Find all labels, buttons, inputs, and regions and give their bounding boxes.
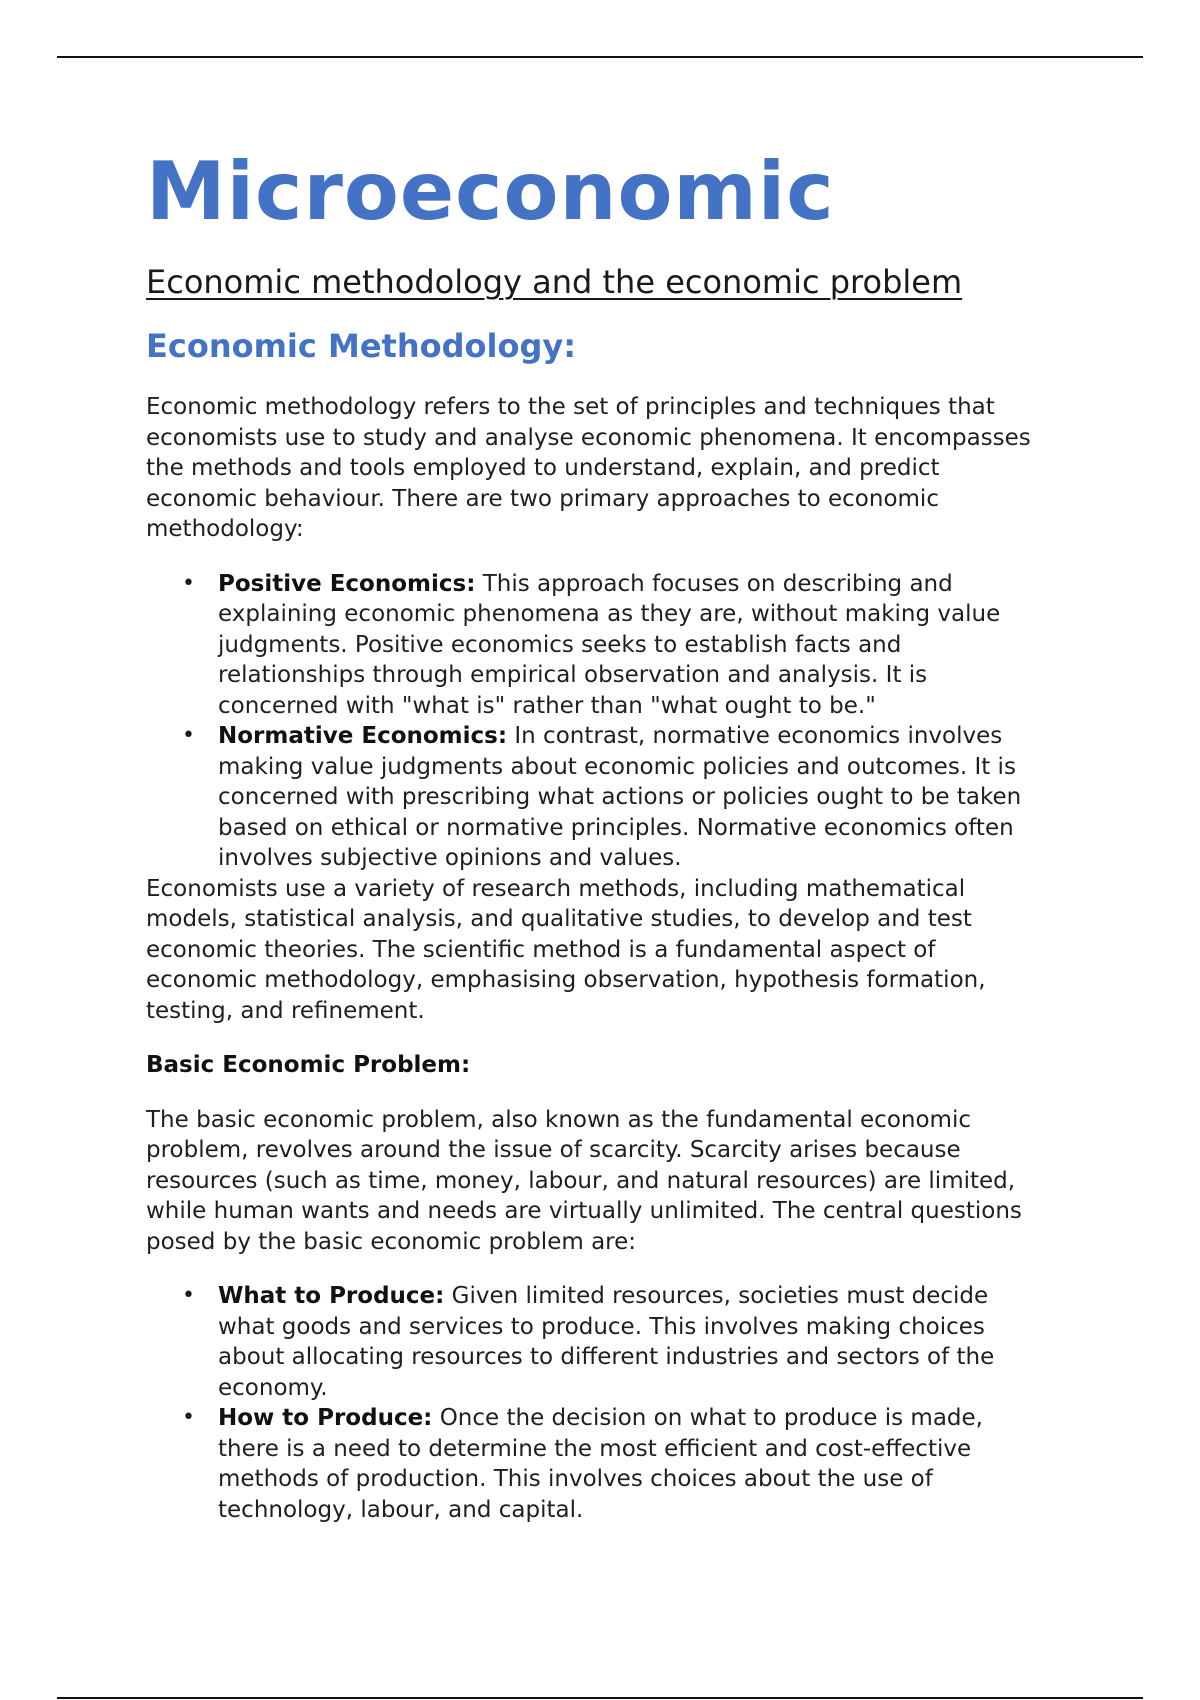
section-heading-methodology: Economic Methodology: — [146, 327, 577, 365]
bullet-term: How to Produce: — [218, 1405, 433, 1431]
document-subtitle: Economic methodology and the economic problem — [146, 263, 963, 301]
methodology-intro-paragraph: Economic methodology refers to the set of principles and techniques that economists use to study and analyse economic phenomena. It encompasses the methods and tools employed to understand, explain, and predict economic behaviour. There are two primary approaches to economic methodology: — [146, 394, 1031, 542]
bullet-text: Once the decision on what to produce is made, there is a need to determine the most efficient and cost-effective methods of production. This involves choices about the use of technology, labour, and capital. — [218, 1405, 983, 1523]
bullet-term: Normative Economics: — [218, 723, 508, 749]
list-item-what-to-produce — [182, 1281, 1046, 1403]
bullet-term: What to Produce: — [218, 1283, 445, 1309]
bullet-text: In contrast, normative economics involves making value judgments about economic policies and outcomes. It is concerned with prescribing what actions or policies ought to be taken based on ethical or normative principles. Normative economics often involves subjective opinions and values. — [218, 723, 1022, 871]
bullet-term: Positive Economics: — [218, 570, 476, 597]
methodology-closing-paragraph: Economists use a variety of research methods, including mathematical models, statistical analysis, and qualitative studies, to develop and test economic theories. The scientific method is a fundamental aspect of economic methodology, emphasising observation, hypothesis formation, testing, and refinement. — [146, 875, 986, 1024]
document-page — [146, 146, 1046, 1525]
bullet-text: This approach focuses on describing and explaining economic phenomena as they are, without making value judgments. Positive economics seeks to establish facts and relationships through empirical observation and analysis. It is concerned with "what is" rather than "what ought to be." — [218, 570, 1001, 719]
list-item-how-to-produce — [182, 1403, 1046, 1525]
bullet-icon: • — [182, 723, 195, 748]
basic-problem-intro-paragraph: The basic economic problem, also known as the fundamental economic problem, revolves around the issue of scarcity. Scarcity arises because resources (such as time, money, labour, and natural resources) are limited, while human wants and needs are virtually unlimited. The central questions posed by the basic economic problem are: — [146, 1106, 1022, 1255]
bottom-rule — [57, 1697, 1143, 1699]
document-title: Microeconomic — [146, 145, 835, 238]
bullet-icon: • — [182, 1405, 195, 1430]
list-item-normative-economics — [182, 721, 1046, 874]
top-rule — [57, 56, 1143, 58]
methodology-approaches-list — [146, 569, 1046, 874]
bullet-icon: • — [182, 570, 195, 596]
bullet-text: Given limited resources, societies must decide what goods and services to produce. This involves making choices about allocating resources to different industries and sectors of the economy. — [218, 1283, 995, 1401]
section-heading-basic-problem: Basic Economic Problem: — [146, 1052, 471, 1078]
bullet-icon: • — [182, 1283, 195, 1308]
basic-problem-questions-list — [146, 1281, 1046, 1525]
list-item-positive-economics — [182, 569, 1046, 722]
